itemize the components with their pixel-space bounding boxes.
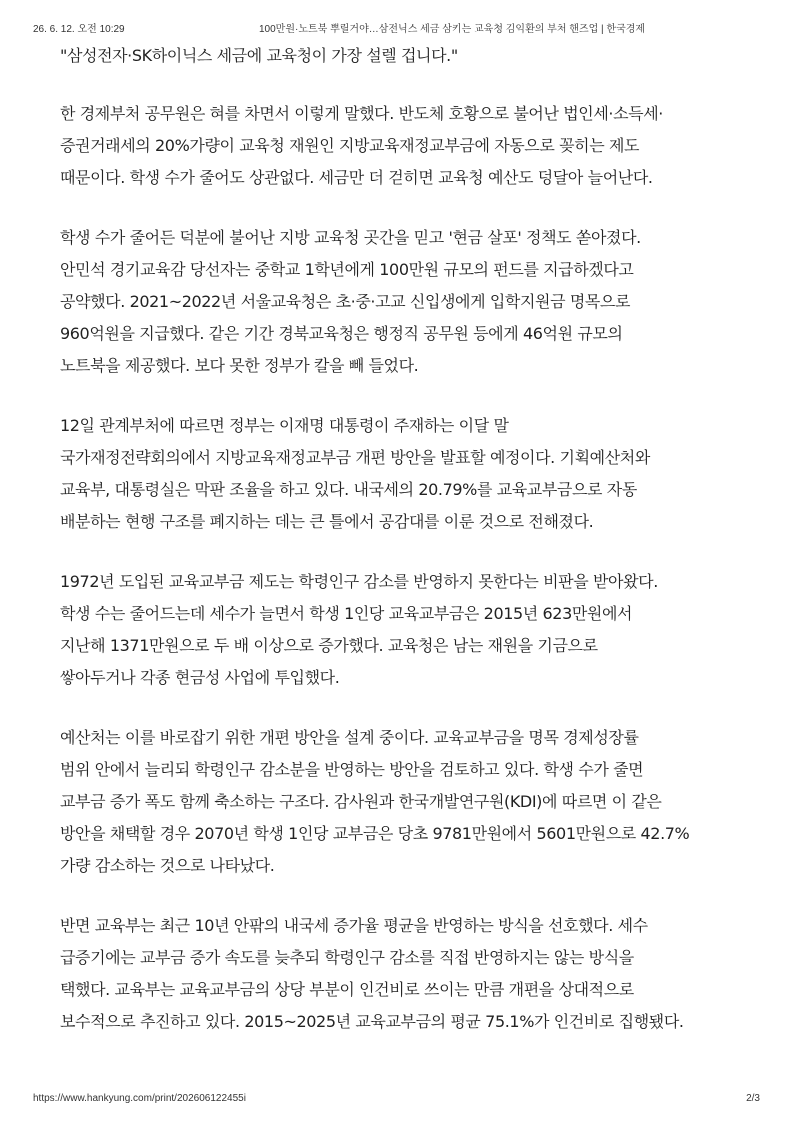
paragraph-line: 방안을 채택할 경우 2070년 학생 1인당 교부금은 당초 9781만원에서 5601만원으로 42.7%	[60, 824, 690, 843]
paragraph-line: 때문이다. 학생 수가 줄어도 상관없다. 세금만 더 걷히면 교육청 예산도 덩달아 늘어난다.	[60, 168, 653, 187]
paragraph-line: 학생 수는 줄어드는데 세수가 늘면서 학생 1인당 교육교부금은 2015년 623만원에서	[60, 604, 633, 623]
paragraph-line: 배분하는 현행 구조를 폐지하는 데는 큰 틀에서 공감대를 이룬 것으로 전해졌다.	[60, 512, 594, 531]
article-paragraph-5	[60, 722, 750, 882]
article-paragraph-3	[60, 410, 750, 538]
article-paragraph-2	[60, 222, 750, 382]
paragraph-line: 1972년 도입된 교육교부금 제도는 학령인구 감소를 반영하지 못한다는 비판을 받아왔다.	[60, 572, 658, 591]
paragraph-line: 반면 교육부는 최근 10년 안팎의 내국세 증가율 평균을 반영하는 방식을 선호했다. 세수	[60, 916, 648, 935]
article-body	[60, 40, 750, 1066]
paragraph-line: 가량 감소하는 것으로 나타났다.	[60, 856, 275, 875]
paragraph-line: 공약했다. 2021~2022년 서울교육청은 초·중·고교 신입생에게 입학지원금 명목으로	[60, 292, 631, 311]
paragraph-line: 안민석 경기교육감 당선자는 중학교 1학년에게 100만원 규모의 펀드를 지급하겠다고	[60, 260, 634, 279]
paragraph-line: 증권거래세의 20%가량이 교육청 재원인 지방교육재정교부금에 자동으로 꽂히는 제도	[60, 136, 640, 155]
paragraph-line: 쌓아두거나 각종 현금성 사업에 투입했다.	[60, 668, 340, 687]
article-paragraph-1	[60, 98, 750, 194]
article-quote: "삼성전자·SK하이닉스 세금에 교육청이 가장 설렐 겁니다."	[60, 46, 458, 65]
paragraph-line: 12일 관계부처에 따르면 정부는 이재명 대통령이 주재하는 이달 말	[60, 416, 509, 435]
paragraph-line: 학생 수가 줄어든 덕분에 불어난 지방 교육청 곳간을 믿고 '현금 살포' 정책도 쏟아졌다.	[60, 228, 641, 247]
print-header	[33, 20, 760, 34]
print-date: 26. 6. 12. 오전 10:29	[33, 24, 125, 35]
article-paragraph-6	[60, 910, 750, 1038]
paragraph-line: 급증기에는 교부금 증가 속도를 늦추되 학령인구 감소를 직접 반영하지는 않는 방식을	[60, 948, 634, 967]
print-url: https://www.hankyung.com/print/202606122455i	[33, 1093, 246, 1104]
paragraph-line: 택했다. 교육부는 교육교부금의 상당 부분이 인건비로 쓰이는 만큼 개편을 상대적으로	[60, 980, 634, 999]
paragraph-line: 지난해 1371만원으로 두 배 이상으로 증가했다. 교육청은 남는 재원을 기금으로	[60, 636, 598, 655]
paragraph-line: 노트북을 제공했다. 보다 못한 정부가 칼을 빼 들었다.	[60, 356, 419, 375]
page-number: 2/3	[746, 1093, 760, 1104]
paragraph-line: 보수적으로 추진하고 있다. 2015~2025년 교육교부금의 평균 75.1%가 인건비로 집행됐다.	[60, 1012, 684, 1031]
print-footer	[33, 1093, 760, 1107]
article-paragraph-4	[60, 566, 750, 694]
paragraph-line: 교육부, 대통령실은 막판 조율을 하고 있다. 내국세의 20.79%를 교육교부금으로 자동	[60, 480, 637, 499]
paragraph-line: 예산처는 이를 바로잡기 위한 개편 방안을 설계 중이다. 교육교부금을 명목 경제성장률	[60, 728, 639, 747]
paragraph-line: 범위 안에서 늘리되 학령인구 감소분을 반영하는 방안을 검토하고 있다. 학생 수가 줄면	[60, 760, 644, 779]
paragraph-line: 국가재정전략회의에서 지방교육재정교부금 개편 방안을 발표할 예정이다. 기획예산처와	[60, 448, 650, 467]
paragraph-line: 한 경제부처 공무원은 혀를 차면서 이렇게 말했다. 반도체 호황으로 불어난 법인세·소득세·	[60, 104, 663, 123]
print-page-title: 100만원·노트북 뿌릴거야…삼전닉스 세금 삼키는 교육청 김익환의 부처 핸즈업 | 한국경제	[259, 24, 646, 35]
paragraph-line: 960억원을 지급했다. 같은 기간 경북교육청은 행정직 공무원 등에게 46억원 규모의	[60, 324, 623, 343]
paragraph-line: 교부금 증가 폭도 함께 축소하는 구조다. 감사원과 한국개발연구원(KDI)에 따르면 이 같은	[60, 792, 662, 811]
